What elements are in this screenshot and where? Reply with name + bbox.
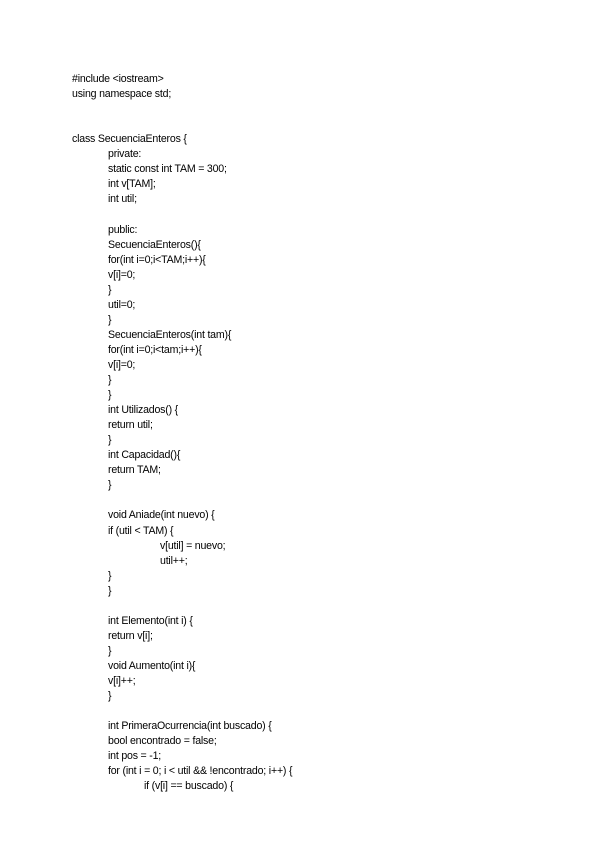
code-line: void Aniade(int nuevo) { xyxy=(108,509,215,522)
code-line: for (int i = 0; i < util && !encontrado; i++) { xyxy=(108,765,293,778)
code-line: } xyxy=(108,283,112,296)
code-line: return v[i]; xyxy=(108,629,153,642)
code-line: } xyxy=(108,479,112,492)
code-line: void Aumento(int i){ xyxy=(108,659,196,672)
code-line: int PrimeraOcurrencia(int buscado) { xyxy=(108,720,272,733)
code-line: using namespace std; xyxy=(72,88,172,101)
code-line: if (v[i] == buscado) { xyxy=(144,780,234,793)
code-line: bool encontrado = false; xyxy=(108,735,217,748)
code-line: } xyxy=(108,434,112,447)
code-line: util++; xyxy=(160,554,188,567)
code-line: int Utilizados() { xyxy=(108,404,178,417)
code-line: v[i]++; xyxy=(108,675,136,687)
code-line: v[i]=0; xyxy=(108,268,136,281)
code-line: int Capacidad(){ xyxy=(108,449,181,462)
code-line: } xyxy=(108,374,112,386)
code-line: SecuenciaEnteros(){ xyxy=(108,238,201,251)
code-line: v[i]=0; xyxy=(108,358,136,371)
code-line: int pos = -1; xyxy=(108,750,162,763)
code-line: for(int i=0;i<TAM;i++){ xyxy=(108,253,206,266)
code-line: if (util < TAM) { xyxy=(108,524,174,537)
code-line: } xyxy=(108,584,112,597)
code-line: } xyxy=(108,389,112,402)
code-line: v[util] = nuevo; xyxy=(160,539,226,552)
code-line: int util; xyxy=(108,193,137,206)
code-line: class SecuenciaEnteros { xyxy=(72,133,187,146)
code-line: } xyxy=(108,569,112,582)
code-line: return util; xyxy=(108,419,153,432)
code-line: for(int i=0;i<tam;i++){ xyxy=(108,343,202,356)
code-line: int v[TAM]; xyxy=(108,178,156,191)
code-line: private: xyxy=(108,148,142,161)
code-line: } xyxy=(108,690,112,703)
code-line: int Elemento(int i) { xyxy=(108,614,193,627)
code-line: } xyxy=(108,644,112,657)
code-line: } xyxy=(108,313,112,326)
code-line: SecuenciaEnteros(int tam){ xyxy=(108,328,232,341)
code-line: static const int TAM = 300; xyxy=(108,163,227,176)
code-line: util=0; xyxy=(108,298,136,311)
code-line: #include <iostream> xyxy=(72,73,164,85)
code-line: public: xyxy=(108,223,138,236)
code-line: return TAM; xyxy=(108,464,161,477)
